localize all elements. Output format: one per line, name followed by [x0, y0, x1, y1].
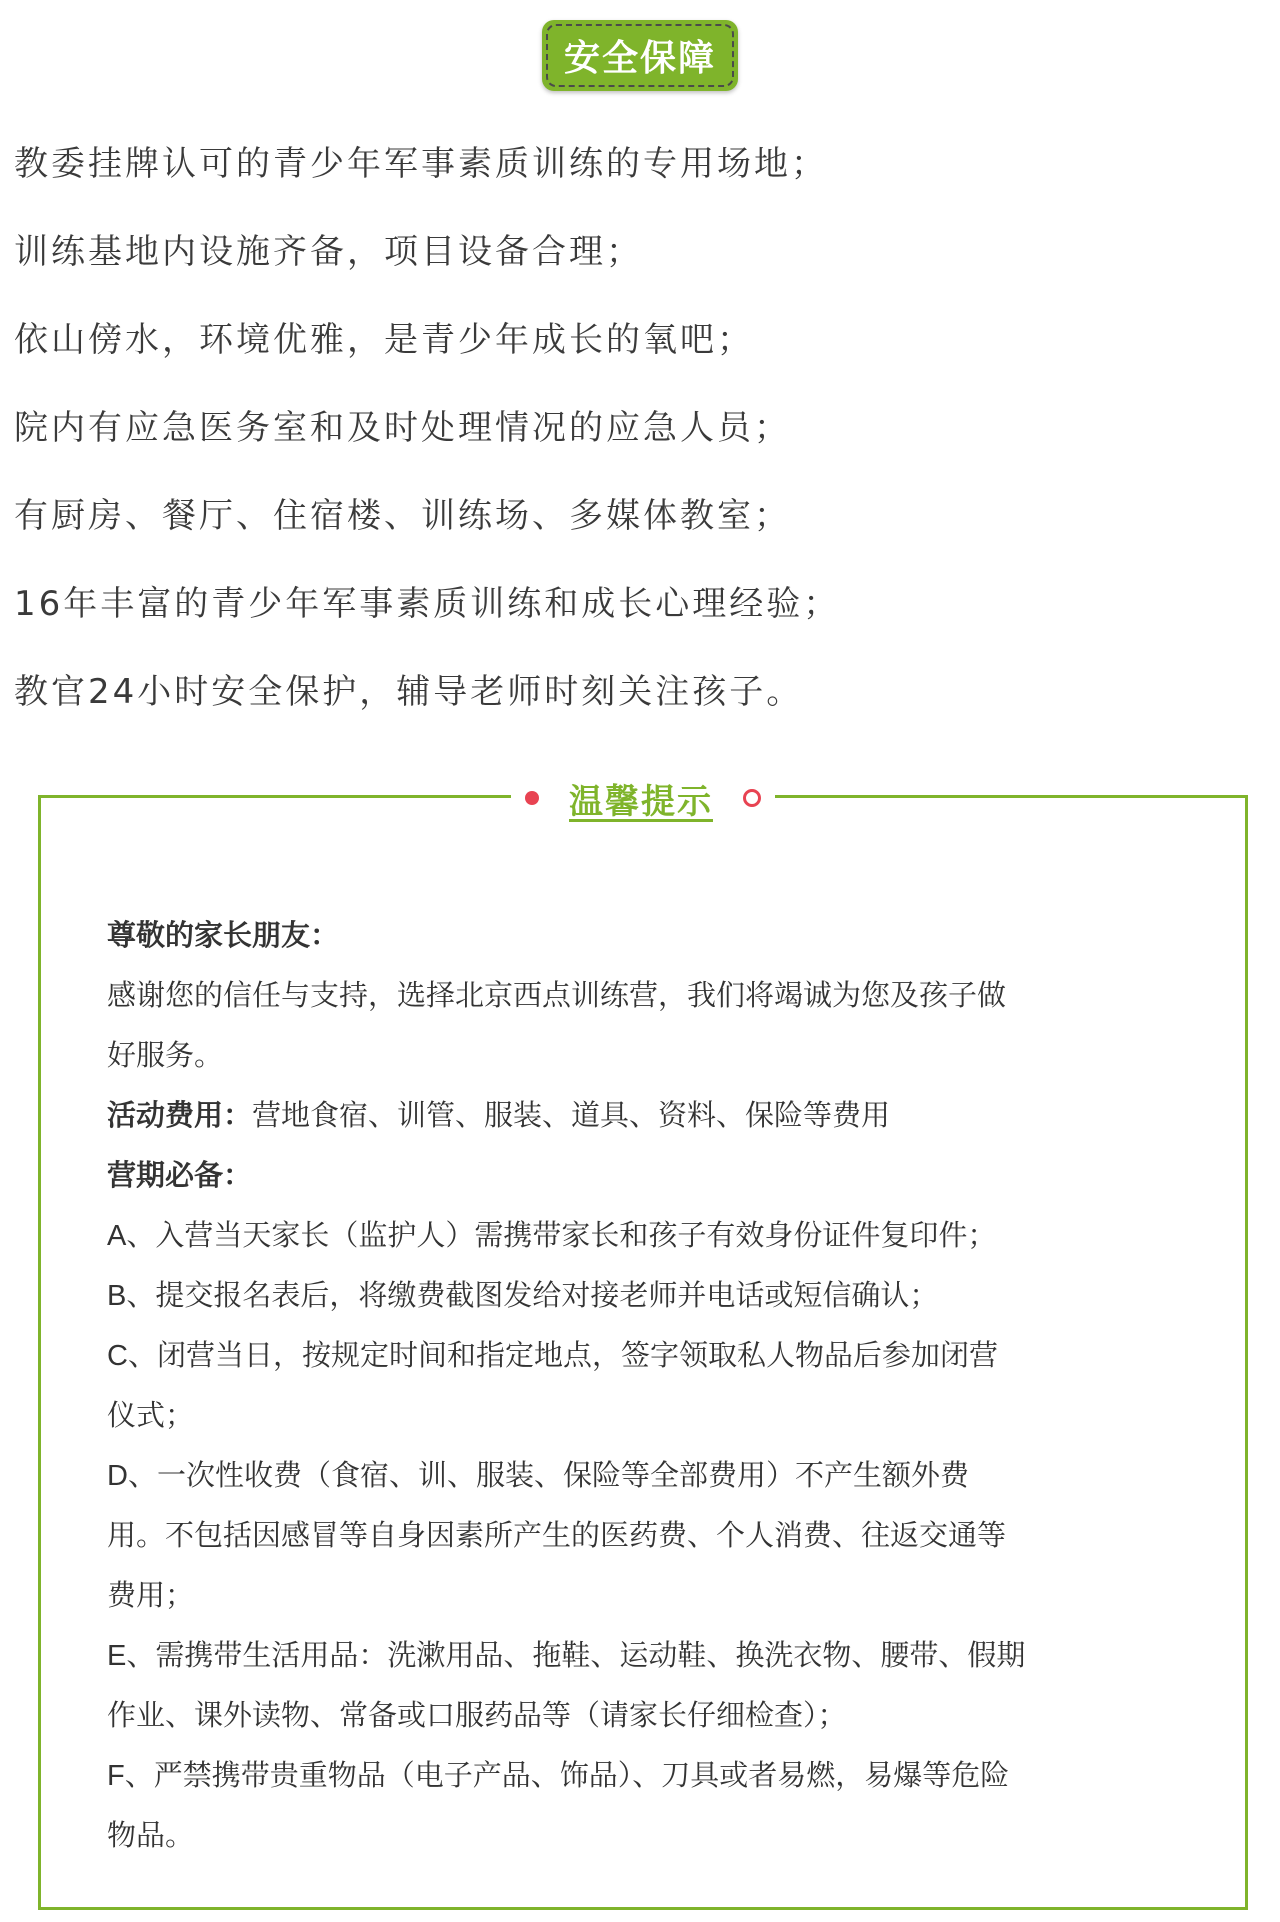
hollow-dot-icon	[743, 789, 761, 807]
required-item-e-cont: 作业、课外读物、常备或口服药品等（请家长仔细检查）；	[107, 1700, 847, 1732]
required-item-c: C、闭营当日，按规定时间和指定地点，签字领取私人物品后参加闭营	[107, 1340, 998, 1372]
greeting: 尊敬的家长朋友：	[107, 920, 340, 952]
notice-header	[41, 768, 1245, 828]
required-item-a: A、入营当天家长（监护人）需携带家长和孩子有效身份证件复印件；	[107, 1220, 997, 1252]
thanks-text: 感谢您的信任与支持，选择北京西点训练营，我们将竭诚为您及孩子做	[107, 980, 1007, 1012]
filled-dot-icon	[525, 791, 539, 805]
safety-list-item: 院内有应急医务室和及时处理情况的应急人员；	[14, 408, 791, 448]
fee-label: 活动费用：	[107, 1100, 253, 1132]
required-label: 营期必备：	[107, 1160, 253, 1192]
required-item-b: B、提交报名表后，将缴费截图发给对接老师并电话或短信确认；	[107, 1280, 939, 1312]
required-item-f-cont: 物品。	[107, 1820, 195, 1852]
required-item-d: D、一次性收费（食宿、训、服装、保险等全部费用）不产生额外费	[107, 1460, 969, 1492]
required-item-c-cont: 仪式；	[107, 1400, 195, 1432]
safety-list-item: 教委挂牌认可的青少年军事素质训练的专用场地；	[14, 144, 828, 184]
required-item-d-cont: 费用；	[107, 1580, 195, 1612]
safety-list-item: 有厨房、餐厅、住宿楼、训练场、多媒体教室；	[14, 496, 791, 536]
fee-text: 营地食宿、训管、服装、道具、资料、保险等费用	[252, 1100, 891, 1132]
safety-list-item: 训练基地内设施齐备，项目设备合理；	[14, 232, 643, 272]
fee-row	[107, 1086, 1227, 1146]
notice-body	[107, 906, 1227, 1866]
required-item-e: E、需携带生活用品：洗漱用品、拖鞋、运动鞋、换洗衣物、腰带、假期	[107, 1640, 1026, 1672]
safety-list-item: 16年丰富的青少年军事素质训练和成长心理经验；	[14, 584, 841, 624]
safety-badge	[542, 20, 738, 91]
safety-badge-label: 安全保障	[563, 38, 716, 79]
notice-box	[38, 781, 1248, 1910]
section-header	[0, 20, 1280, 91]
thanks-text: 好服务。	[107, 1040, 224, 1072]
notice-title: 温馨提示	[569, 781, 713, 822]
safety-list	[14, 140, 1264, 756]
required-item-f: F、严禁携带贵重物品（电子产品、饰品）、刀具或者易燃，易爆等危险	[107, 1760, 1010, 1792]
required-item-d-cont: 用。不包括因感冒等自身因素所产生的医药费、个人消费、往返交通等	[107, 1520, 1007, 1552]
safety-list-item: 教官24小时安全保护，辅导老师时刻关注孩子。	[14, 672, 804, 712]
safety-list-item: 依山傍水，环境优雅，是青少年成长的氧吧；	[14, 320, 754, 360]
